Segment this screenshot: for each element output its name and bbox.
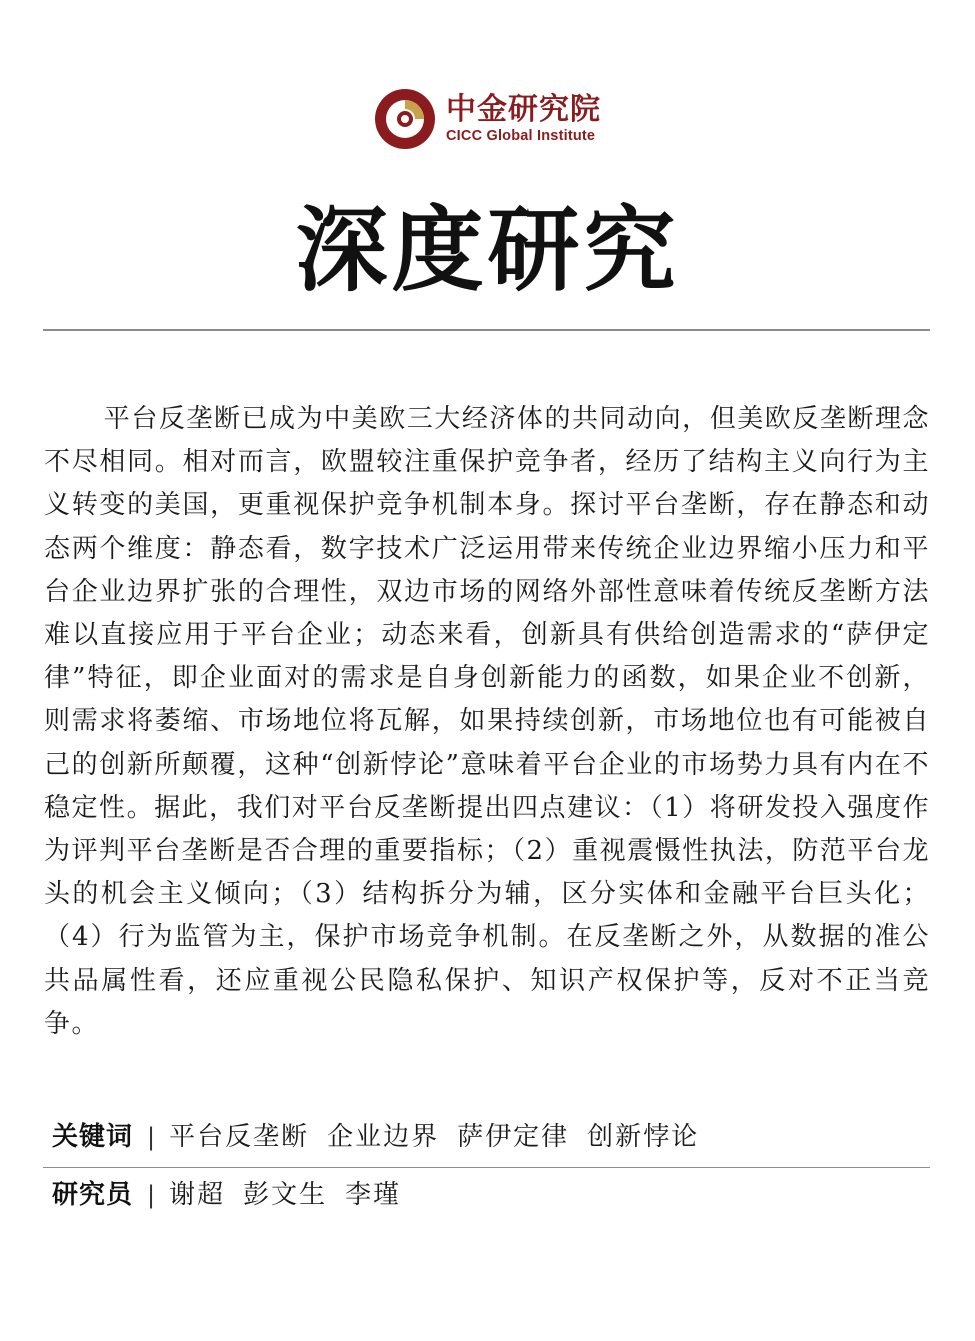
- researcher-name: 彭文生: [243, 1180, 328, 1210]
- title-divider: [43, 329, 930, 331]
- page-title: 深度研究: [295, 196, 680, 304]
- keyword-item: 企业边界: [327, 1122, 440, 1152]
- keyword-item: 萨伊定律: [457, 1122, 570, 1152]
- cicc-logo-icon: [374, 88, 436, 150]
- brand-name-en: CICC Global Institute: [446, 128, 596, 144]
- brand-name-cn: 中金研究院: [446, 92, 601, 127]
- keywords-label: 关键词: [52, 1122, 134, 1152]
- researchers-separator: |: [147, 1181, 156, 1209]
- researchers-label: 研究员: [52, 1180, 134, 1210]
- keywords-row: [52, 1117, 699, 1157]
- researcher-name: 李瑾: [345, 1180, 402, 1210]
- keyword-item: 创新悖论: [587, 1122, 700, 1152]
- keywords-list: [169, 1117, 699, 1157]
- keyword-item: 平台反垄断: [169, 1122, 310, 1152]
- researcher-name: 谢超: [169, 1180, 226, 1210]
- keywords-separator: |: [147, 1123, 156, 1151]
- brand-name: [446, 93, 601, 145]
- researchers-row: [52, 1175, 401, 1215]
- researchers-list: [169, 1175, 401, 1215]
- brand-logo: [374, 86, 601, 152]
- meta-divider: [43, 1167, 930, 1168]
- abstract-paragraph: 平台反垄断已成为中美欧三大经济体的共同动向，但美欧反垄断理念不尽相同。相对而言，欧盟较注重保护竞争者，经历了结构主义向行为主义转变的美国，更重视保护竞争机制本身。探讨平台垄断，存在静态和动态两个维度：静态看，数字技术广泛运用带来传统企业边界缩小压力和平台企业边界扩张的合理性，双边市场的网络外部性意味着传统反垄断方法难以直接应用于平台企业；动态来看，创新具有供给创造需求的“萨伊定律”特征，即企业面对的需求是自身创新能力的函数，如果企业不创新，则需求将萎缩、市场地位将瓦解，如果持续创新，市场地位也有可能被自己的创新所颠覆，这种“创新悖论”意味着平台企业的市场势力具有内在不稳定性。据此，我们对平台反垄断提出四点建议：（1）将研发投入强度作为评判平台垄断是否合理的重要指标；（2）重视震慑性执法，防范平台龙头的机会主义倾向；（3）结构拆分为辅，区分实体和金融平台巨头化；（4）行为监管为主，保护市场竞争机制。在反垄断之外，从数据的准公共品属性看，还应重视公民隐私保护、知识产权保护等，反对不正当竞争。: [44, 404, 930, 1039]
